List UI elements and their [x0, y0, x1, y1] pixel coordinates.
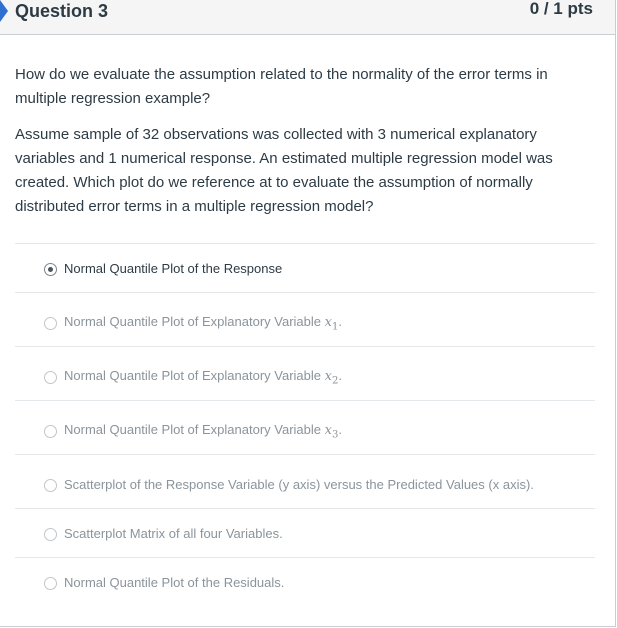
radio-button[interactable]	[44, 528, 57, 541]
answer-label[interactable]: Normal Quantile Plot of the Response	[64, 261, 283, 276]
answer-label[interactable]: Normal Quantile Plot of Explanatory Variable $x_2$.	[64, 368, 342, 387]
answer-label[interactable]: Scatterplot of the Response Variable (y axis) versus the Predicted Values (x axis).	[64, 477, 534, 492]
flag-icon[interactable]	[0, 0, 8, 22]
radio-button[interactable]	[44, 479, 57, 492]
radio-button[interactable]	[44, 425, 57, 438]
answer-label[interactable]: Scatterplot Matrix of all four Variables.	[64, 526, 283, 541]
question-title: Question 3	[15, 1, 109, 21]
answer-option-5[interactable]	[15, 454, 595, 508]
answer-label[interactable]: Normal Quantile Plot of Explanatory Variable $x_3$.	[64, 422, 342, 441]
radio-button[interactable]	[44, 371, 57, 384]
answer-label[interactable]: Normal Quantile Plot of the Residuals.	[64, 575, 285, 590]
question-header	[0, 0, 615, 35]
answer-option-7[interactable]	[15, 557, 595, 606]
question-text-1: How do we evaluate the assumption related to the normality of the error terms in multiple regression example?	[15, 66, 548, 107]
question-text-2: Assume sample of 32 observations was collected with 3 numerical explanatory variables and 1 numerical response. An estimated multiple regression model was created. Which plot do we reference at to evaluate the assumption of normally distributed error terms in a multiple regression model?	[15, 126, 553, 215]
answer-option-4[interactable]	[15, 400, 595, 454]
math-variable: $x_2$	[324, 369, 339, 387]
answer-option-3[interactable]	[15, 346, 595, 400]
radio-button-selected[interactable]	[44, 263, 57, 276]
math-variable: $x_1$	[324, 315, 339, 333]
answer-list	[15, 243, 595, 606]
math-variable: $x_3$	[324, 423, 339, 441]
answer-option-2[interactable]	[15, 292, 595, 346]
question-points: 0 / 1 pts	[529, 0, 593, 18]
radio-button[interactable]	[44, 317, 57, 330]
radio-button[interactable]	[44, 577, 57, 590]
answer-option-6[interactable]	[15, 508, 595, 557]
answer-option-1[interactable]	[15, 243, 595, 292]
answer-label[interactable]: Normal Quantile Plot of Explanatory Variable $x_1$.	[64, 314, 342, 333]
